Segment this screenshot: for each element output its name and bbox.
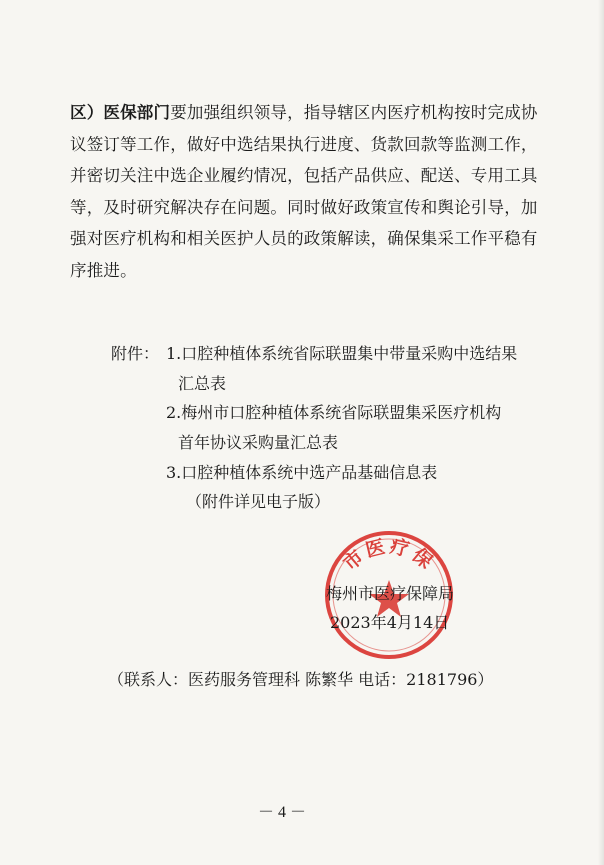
attachments-label: 附件： — [111, 344, 160, 363]
issuing-organization: 梅州市医疗保障局 — [326, 584, 455, 603]
paragraph-text: 要加强组织领导，指导辖区内医疗机构按时完成协议签订等工作，做好中选结果执行进度、货款回款等监测工作，并密切关注中选企业履约情况，包括产品供应、配送、专用工具等，及时研究解决存在问题。同时做好政策宣传和舆论引导，加强对医疗机构和相关医护人员的政策解读，确保集采工作平稳有序推进。 — [70, 103, 538, 280]
contact-info: （联系人：医药服务管理科 陈繁华 电话：2181796） — [108, 670, 494, 689]
seal-text: 市医疗保 — [339, 535, 439, 576]
page-number: － 4 － — [258, 804, 307, 821]
svg-text:市医疗保 — [339, 534, 440, 575]
paragraph-lead: 区）医保部门 — [70, 103, 171, 122]
attachment-1-line-2: 汇总表 — [178, 374, 227, 393]
attachment-1-line-1: 1.口腔种植体系统省际联盟集中带量采购中选结果 — [166, 344, 518, 363]
attachment-2-line-2: 首年协议采购量汇总表 — [178, 433, 339, 452]
body-paragraph — [70, 97, 548, 286]
scan-edge-shadow — [598, 0, 604, 865]
bleed-through-text — [100, 290, 464, 309]
attachment-2-line-1: 2.梅州市口腔种植体系统省际联盟集采医疗机构 — [166, 403, 502, 422]
attachment-3: 3.口腔种植体系统中选产品基础信息表 — [166, 463, 438, 482]
attachments-note: （附件详见电子版） — [186, 492, 331, 511]
issue-date: 2023年4月14日 — [330, 613, 450, 632]
